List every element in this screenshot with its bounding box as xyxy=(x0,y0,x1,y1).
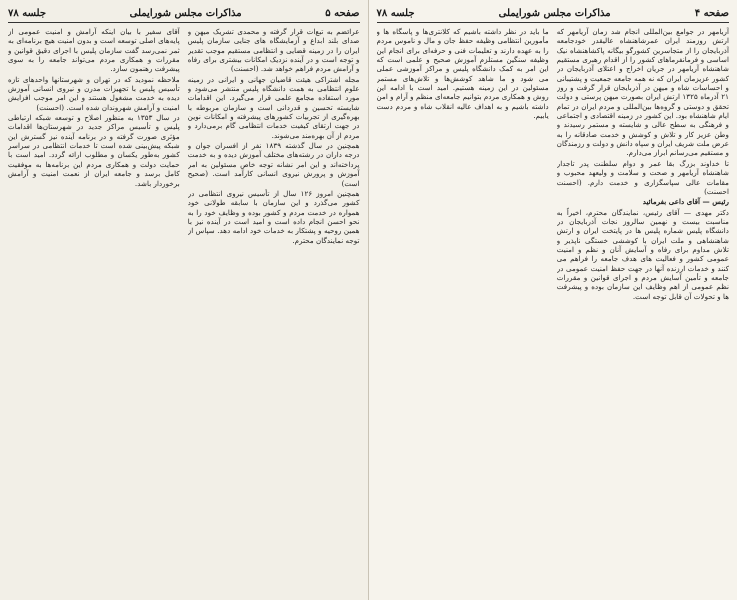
session-label: جلسه ۷۸ xyxy=(8,7,47,19)
text-column-left xyxy=(8,27,180,597)
paragraph: آقای سفیر با بیان اینکه آرامش و امنیت عمومی از پایه‌های اصلی توسعه است و بدون امنیت هیچ برنامه‌ای به ثمر نمی‌رسد گفت سازمان پلیس با اجرای دقیق قوانین و مقررات و همکاری مردم می‌تواند جامعه را به سوی پیشرفت رهنمون سازد. xyxy=(8,27,180,74)
paragraph: همچنین امروز ۱۲۶ سال از تأسیس نیروی انتظامی در کشور می‌گذرد و این سازمان با سابقه طولانی خود همواره در خدمت مردم و کشور بوده و وظایف خود را به نحو احسن انجام داده است و امید است در آینده نیز با همین روحیه و پشتکار به خدمات خود ادامه دهد. سپاس از توجه نمایندگان محترم. xyxy=(187,188,360,245)
paragraph: ما باید در نظر داشته باشیم که کلانتری‌ها و پاسگاه ها و مأمورین انتظامی وظیفه حفظ جان و مال و ناموس مردم را به عهده دارند و تعلیمات فنی و حرفه‌ای برای انجام این وظیفه سنگین مستلزم آموزش صحیح و علمی است که این امر به کمک دانشگاه پلیس و مراکز آموزشی عملی می شود و ما شاهد کوشش‌ها و تلاش‌های مستمر مسئولین در این زمینه هستیم. امید است با ادامه این روش و همکاری مردم بتوانیم جامعه‌ای منظم و آرام و امن داشته باشیم و به اهداف عالیه انقلاب شاه و مردم دست یابیم. xyxy=(376,27,549,121)
text-column-right xyxy=(188,27,360,597)
paragraph: ملاحظه نمودید که در تهران و شهرستانها واحدهای تازه تأسیس پلیس با تجهیزات مدرن و نیروی انسانی آموزش دیده به خدمت مشغول هستند و این امر موجب افزایش امنیت و آرامش شهروندان شده است. (احسنت) xyxy=(8,74,180,112)
paragraph: همچنین در سال گذشته ۱۸۳۹ نفر از افسران جوان و درجه داران در رشته‌های مختلف آموزش دیده و به خدمت پرداخته‌اند و این امر نشانه توجه خاص مسئولین به امر آموزش و پرورش نیروی انسانی کارآمد است. (صحیح است) xyxy=(187,141,360,188)
page-title: مذاکرات مجلس شورایملی xyxy=(498,7,611,19)
text-columns xyxy=(8,27,360,597)
paragraph: در سال ۱۳۵۳ به منظور اصلاح و توسعه شبکه ارتباطی پلیس و تأسیس مراکز جدید در شهرستان‌ها اقدامات مؤثری صورت گرفته و در برنامه آینده نیز گسترش این شبکه پیش‌بینی شده است تا خدمات انتظامی در سراسر کشور به‌طور یکسان و مطلوب ارائه گردد. امید است با حمایت دولت و همکاری مردم این برنامه‌ها به موفقیت کامل برسد و جامعه ایران از نعمت امنیت و آرامش برخوردار باشد. xyxy=(8,113,180,188)
text-column-right xyxy=(557,27,729,597)
paragraph: مجله اشتراکی هیئت قاضیان جهانی و ایرانی در زمینه علوم انتظامی به همت دانشگاه پلیس منتشر می‌شود و مورد استفاده مجامع علمی قرار می‌گیرد. این اقدامات شایسته تحسین و قدردانی است و سازمان مربوطه با بهره‌گیری از تجربیات کشورهای پیشرفته و امکانات نوین در جهت ارتقای کیفیت خدمات انتظامی گام برمی‌دارد و مردم از آن بهره‌مند می‌شوند. xyxy=(187,74,360,140)
page-four xyxy=(369,0,737,600)
paragraph: دکتر مهدی — آقای رئیس، نمایندگان محترم، اخیراً به مناسبت بیست و نهمین سالروز نجات آذربایجان در دانشگاه پلیس شماره پلیس ‌ها در پایتخت ایران و ارتش شاهنشاهی و ملت ایران با کوششی خستگی ناپذیر و تلاش مداوم برای رفاه و آسایش آنان و نظم و امنیت عمومی کشور و فعالیت های هدف جامعه را فراهم می کنند و خدمات ارزنده آنها در جهت حفظ امنیت عمومی در جامعه و تأمین آسایش مردم و اجرای قوانین و مقررات نظم عمومی از اهم وظایف این سازمان بوده و پیشرفت ها و تحولات آن قابل توجه است. xyxy=(556,207,729,301)
speaker-line: رئیس — آقای داعی بفرمائید xyxy=(642,197,729,207)
page-label: صفحه ۴ xyxy=(694,7,729,19)
text-columns xyxy=(377,27,730,597)
paragraph: تا خداوند بزرگ بقا عمر و دوام سلطنت پدر تاجدار شاهنشاه آریامهر و صحت و سلامت و ولیعهد محبوب و مقامات عالی سپاسگزاری و خدمت دارم. (احسنت احسنت) xyxy=(556,158,729,196)
page-header xyxy=(8,6,360,23)
paragraph: عرائضم به تبع‌ات قرار گرفته و محمدی تشریک میهن و صدای بلند ابداع و آزمایشگاه های جنایی سازمان پلیس ایران را در زمینه قضایی و انتظامی مستقیم موجب تقدیر و توجه است و در آینده نزدیک امکانات بیشتری برای رفاه و آرامش مردم فراهم خواهد شد. (احسنت) xyxy=(187,27,360,74)
paragraph: آریامهر در جوامع بین‌المللی انجام شد زمان آریامهر که ارتش روزمند ایران عمرشاهنشاه عالیقدر خودجامعه آذربایجان را از متجاسرین کشورگو بیگانه پاکشاهنشاه نیک اساسی و فرمانفرماهای کشور را از اقدام رهبری مستقیم شاهنشاه آریامهر در جریان اخراج و اعتلای آذربایجان در کشور عزیزمان ایران که نه همه جامعه جمعیت و پشتیبانی و احساسات شاه و میهن در آذربایجان قرار گرفت و روز ۲۱ آذرماه ۱۳۲۵ ارتش ایران بصورت میهن پرستی و دولت تحقق و دوستی و گروه‌ها بین‌المللی و مردم ایران در تمام ایام شاهنشاه بود. این کشور در زمینه اقتصادی و اجتماعی و فرهنگی به سطح عالی و شایسته و مستمر رسیدند و وطن عزیز کار و تلاش و کوشش و خدمت صادقانه را به عرض ملت شریف ایران و سپاه دانش و دولت و رزمندگان و مستقیم می‌رسانم ابراز می‌دارم. xyxy=(556,27,729,158)
page-title: مذاکرات مجلس شورایملی xyxy=(129,7,242,19)
page-header xyxy=(377,6,730,23)
session-label: جلسه ۷۸ xyxy=(376,7,415,19)
page-label: صفحه ۵ xyxy=(325,7,360,19)
text-column-left xyxy=(377,27,549,597)
